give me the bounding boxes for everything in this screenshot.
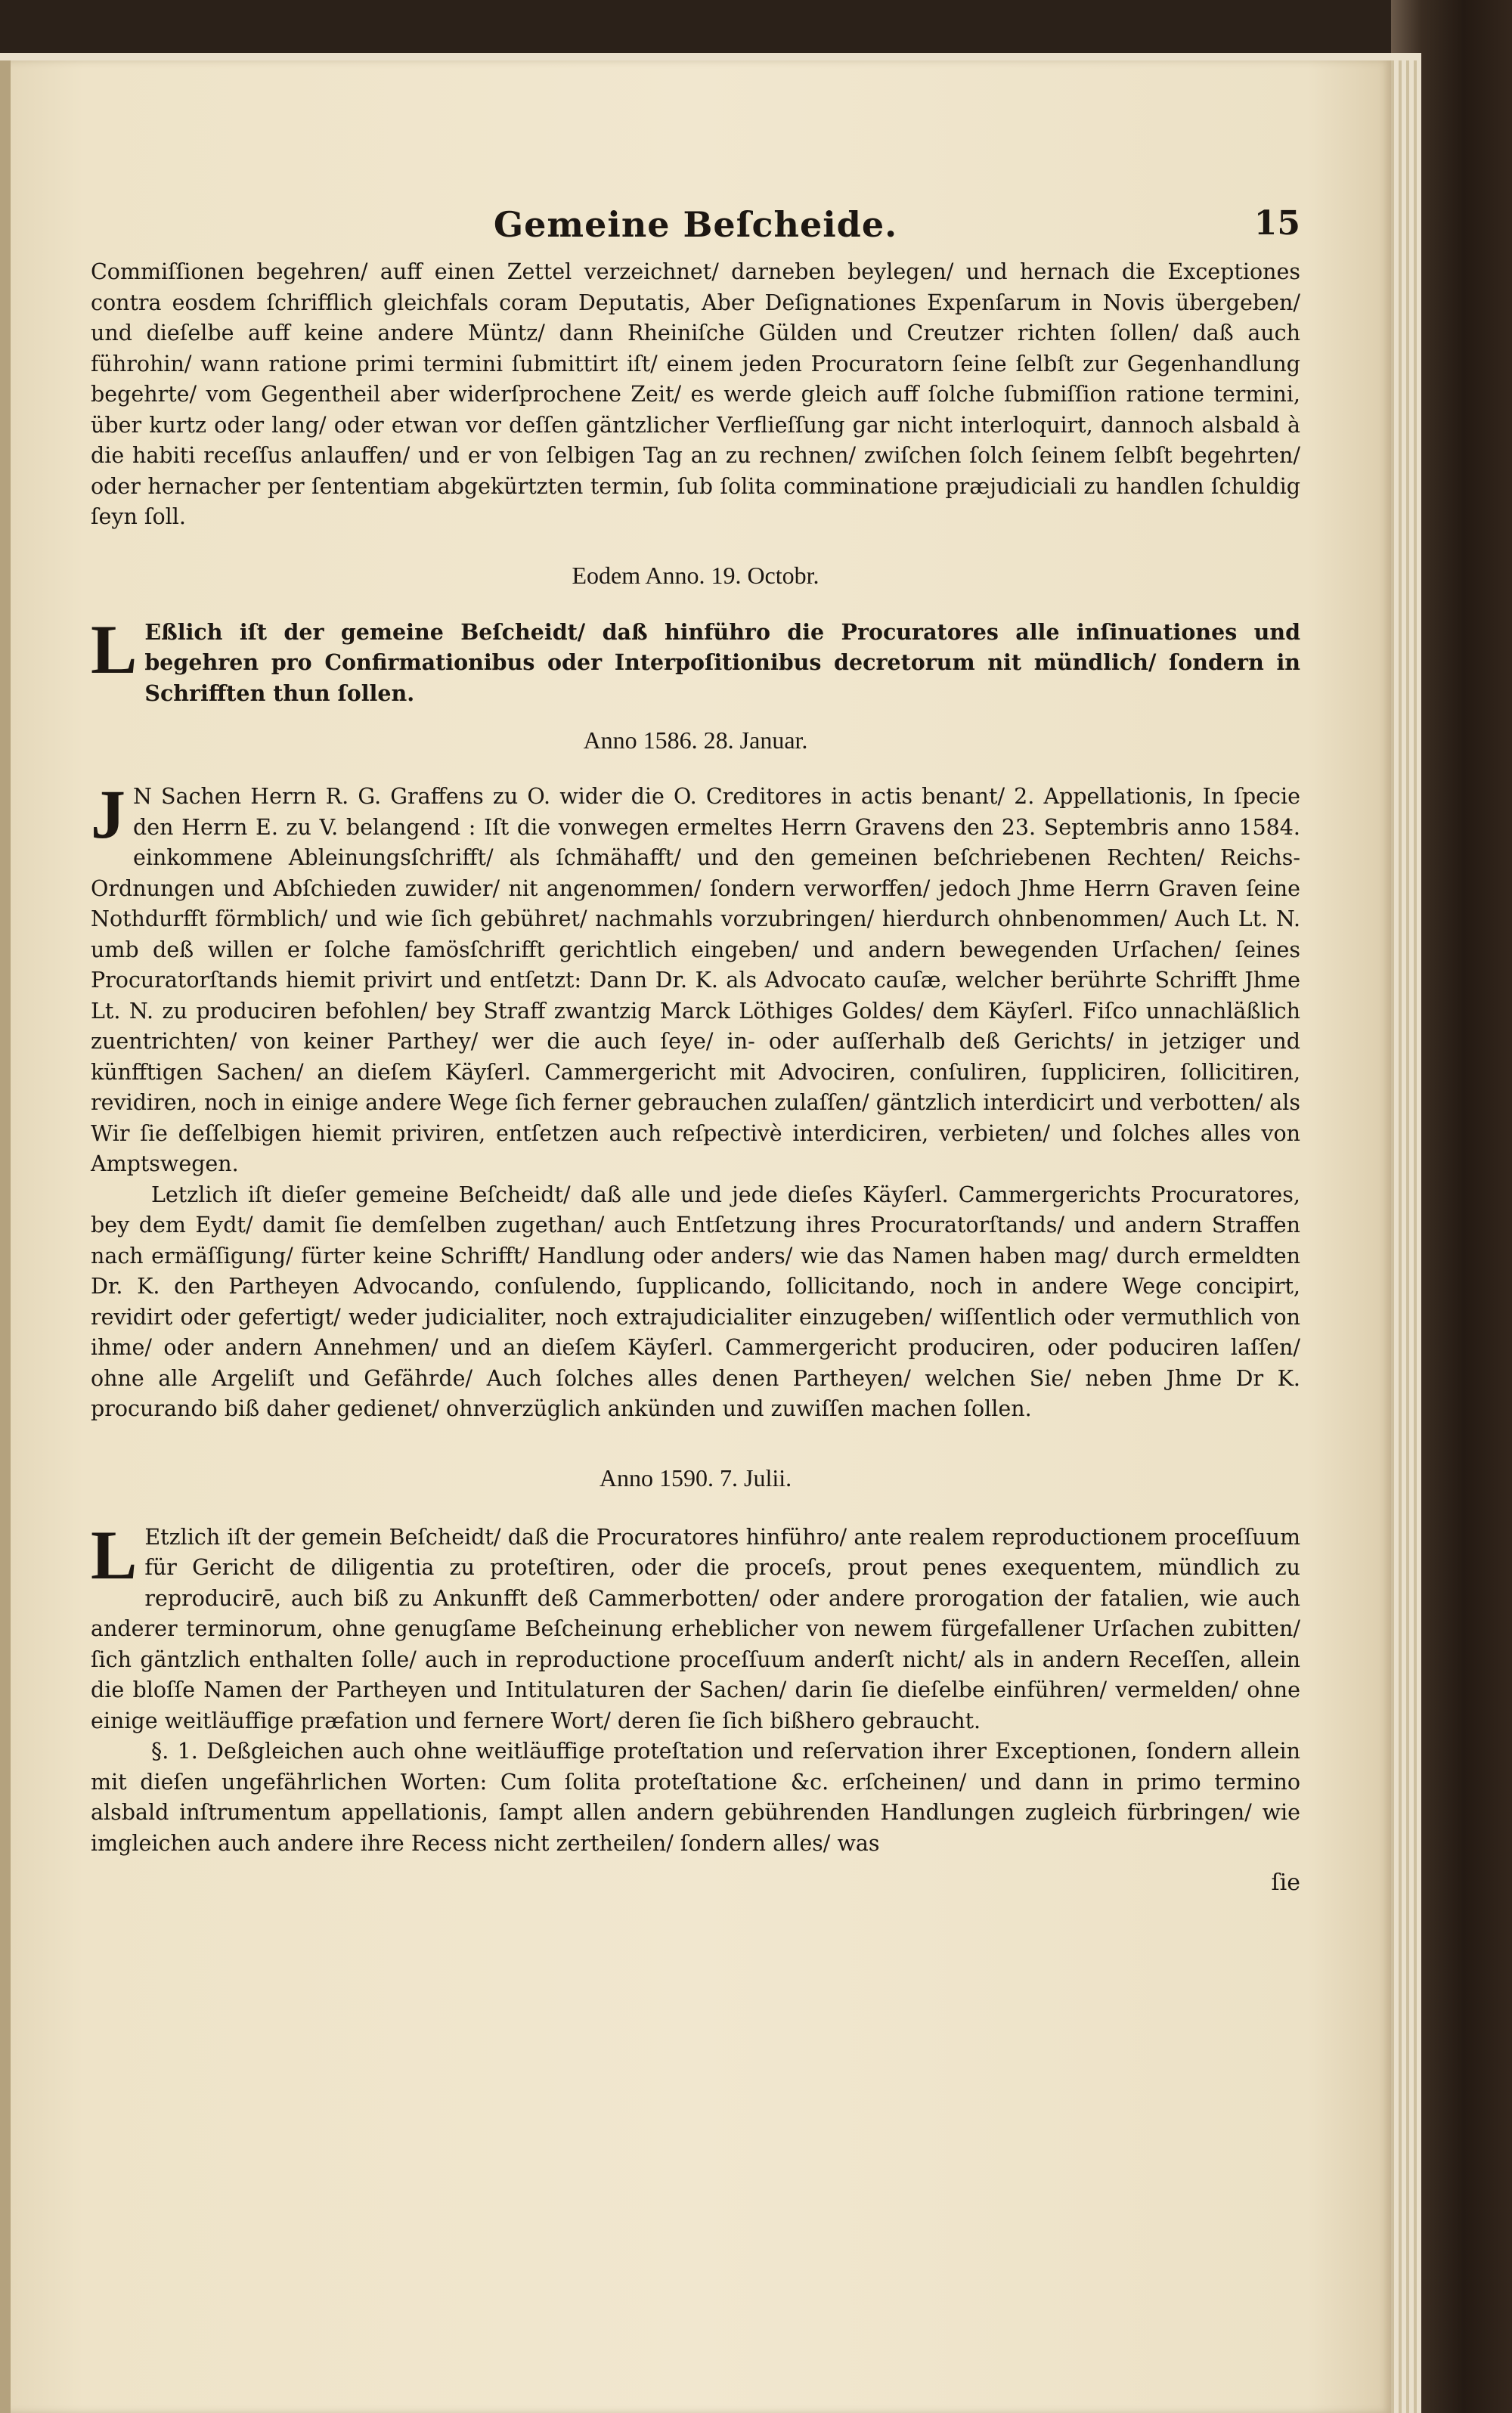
paragraph-2: Eßlich iſt der gemeine Beſcheidt/ daß hinführo die Procuratores alle inſinuationes und begehren pro Confirmationibus oder Interpoſitionibus decretorum nit mündlich/ ſondern in Schrifften thun ſollen. [144, 618, 1300, 706]
page-number: 15 [1253, 204, 1300, 243]
drop-cap-L2: L [91, 1516, 138, 1594]
date-heading-2: Anno 1586. 28. Januar. [583, 726, 808, 754]
drop-cap-L: L [91, 610, 138, 688]
paragraph-2-block [91, 610, 1300, 709]
paragraph-6: §. 1. Deßgleichen auch ohne weitläuffige proteſtation und reſervation ihrer Exceptionen, ſondern allein mit dieſen ungefährlichen Worten: Cum ſolita proteſtatione &c. erſcheinen/ und dann in primo termino alsbald inſtrumentum appellationis, ſampt allen andern gebührenden Handlungen zugleich fürbringen/ wie imgleichen auch andere ihre Recess nicht zertheilen/ ſondern alles/ was [91, 1739, 1300, 1856]
paragraph-4: Letzlich iſt dieſer gemeine Beſcheidt/ daß alle und jede dieſes Käyſerl. Cammergerichts Procuratores, bey dem Eydt/ damit ſie demſelben zugethan/ auch Entſetzung ihres Procuratorſtands/ und andern Straffen nach ermäſſigung/ fürter keine Schrifft/ Handlung oder anders/ wie das Namen haben mag/ durch ermeldten Dr. K. den Partheyen Advocando, conſulendo, ſupplicando, ſollicitando, noch in andere Wege concipirt, revidirt oder gefertigt/ weder judicialiter, noch extrajudicialiter einzugeben/ wiſſentlich oder vermuthlich von ihme/ oder andern Annehmen/ und an dieſem Käyſerl. Cammergericht produciren, oder poduciren laſſen/ ohne alle Argeliſt und Gefährde/ Auch ſolches alles denen Partheyen/ welchen Sie/ neben Jhme Dr K. procurando biß daher gedienet/ ohnverzüglich ankünden und zuwiſſen machen ſollen. [91, 1182, 1300, 1421]
drop-cap-J: J [91, 776, 125, 853]
paragraph-5-block [91, 1516, 1300, 1737]
page-header [91, 204, 1300, 257]
catchword: ſie [1271, 1869, 1300, 1896]
date-heading-1: Eodem Anno. 19. Octobr. [572, 561, 820, 589]
date-heading-3: Anno 1590. 7. Julii. [599, 1464, 792, 1491]
paragraph-1: Commiſſionen begehren/ auff einen Zettel verzeichnet/ darneben beylegen/ und hernach die Exceptiones contra eosdem ſchrifflich gleichfals coram Deputatis, Aber Deſignationes Expenſarum in Novis übergeben/ und dieſelbe auff keine andere Müntz/ dann Rheiniſche Gülden und Creutzer richten ſollen/ daß auch führohin/ wann ratione primi termini ſubmittirt iſt/ einem jeden Procuratorn ſeine ſelbſt zur Gegenhandlung begehrte/ vom Gegentheil aber widerſprochene Zeit/ es werde gleich auff ſolche ſubmiſſion ratione termini, über kurtz oder lang/ oder etwan vor deſſen gäntzlicher Verflieſſung gar nicht interloquirt, dannoch alsbald à die habiti receſſus anlauffen/ und er von ſelbigen Tag an zu rechnen/ zwiſchen ſolch ſeinem ſelbſt begehrten/ oder hernacher per ſententiam abgekürtzten termin, ſub ſolita comminatione præjudiciali zu handlen ſchuldig ſeyn ſoll. [91, 259, 1300, 529]
running-title: Gemeine Beſcheide. [493, 204, 898, 245]
paragraph-3: N Sachen Herrn R. G. Graffens zu O. wider die O. Creditores in actis benant/ 2. Appellationis, In ſpecie den Herrn E. zu V. belangend : Iſt die vonwegen ermeltes Herrn Gravens den 23. Septembris anno 1584. einkommene Ableinungsſchrifft/ als ſchmähafft/ und den gemeinen beſchriebenen Rechten/ Reichs-Ordnungen und Abſchieden zuwider/ nit angenommen/ ſondern verworffen/ jedoch Jhme Herrn Graven ſeine Nothdurfft förmblich/ und wie ſich gebühret/ nachmahls vorzubringen/ hierdurch ohnbenommen/ Auch Lt. N. umb deß willen er ſolche famösſchrifft gerichtlich eingeben/ und andern bewegenden Urſachen/ ſeines Procuratorſtands hiemit privirt und entſetzt: Dann Dr. K. als Advocato cauſæ, welcher berührte Schrifft Jhme Lt. N. zu produciren befohlen/ bey Straff zwantzig Marck Löthiges Goldes/ dem Käyſerl. Fiſco unnachläßlich zuentrichten/ von keiner Parthey/ wer die auch ſeye/ in- oder auſſerhalb deß Gerichts/ in jetziger und künfftigen Sachen/ an dieſem Käyſerl. Cammergericht mit Advociren, conſuliren, ſuppliciren, ſollicitiren, revidiren, noch in einige andere Wege ſich ferner gebrauchen zulaſſen/ gäntzlich interdicirt und verbotten/ als Wir ſie deſſelbigen hiemit priviren, entſetzen auch reſpectivè interdiciren, verbieten/ und ſolches alles von Amptswegen. [91, 784, 1300, 1176]
paragraph-5: Etzlich iſt der gemein Beſcheidt/ daß die Procuratores hinführo/ ante realem reproductionem proceſſuum für Gericht de diligentia zu proteſtiren, oder die proceſs, prout penes exequentem, mündlich zu reproducirē, auch biß zu Ankunfft deß Cammerbotten/ oder andere prorogation der fatalien, wie auch anderer terminorum, ohne genugſame Beſcheinung erheblicher von newem fürgefallener Urſachen zubitten/ ſich gäntzlich enthalten ſolle/ auch in reproductione proceſſuum anderſt nicht/ als in andern Receſſen, allein die bloſſe Namen der Partheyen und Intitulaturen der Sachen/ darin ſie dieſelbe einführen/ vermelden/ ohne einige weitläuffige præfation und fernere Wort/ deren ſie ſich bißhero gebraucht. [91, 1524, 1300, 1733]
page-text [91, 204, 1300, 1896]
page-binding-edge [0, 60, 11, 2413]
paragraph-3-block [91, 776, 1300, 1180]
